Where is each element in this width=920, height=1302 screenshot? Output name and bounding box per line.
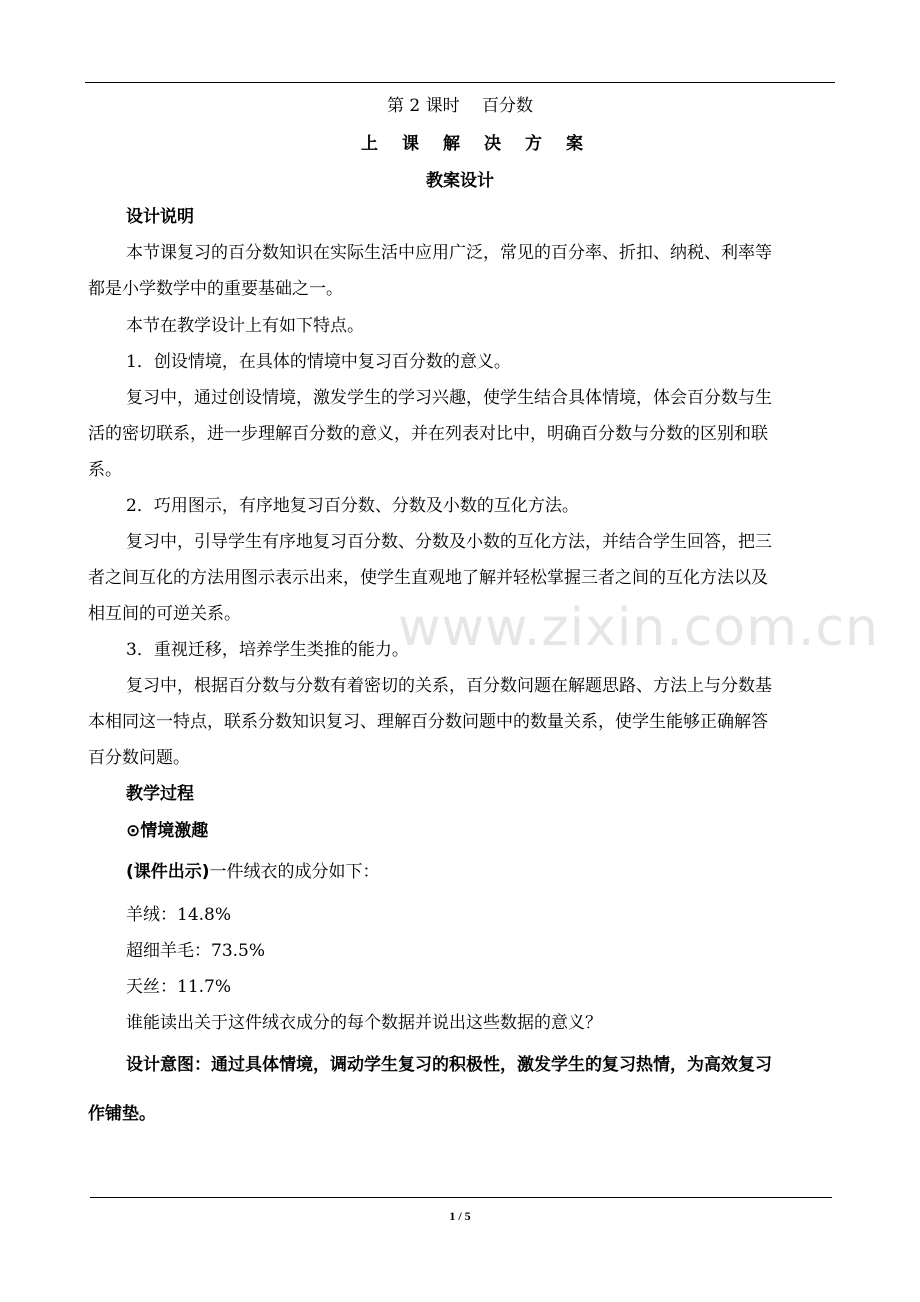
section-title: 教案设计 <box>426 171 494 191</box>
composition-item: 羊绒：14.8% <box>126 905 232 925</box>
paragraph-line: 本相同这一特点，联系分数知识复习、理解百分数问题中的数量关系，使学生能够正确解答 <box>88 712 768 732</box>
paragraph-line: 本节在教学设计上有如下特点。 <box>126 316 364 336</box>
design-intent-line: 设计意图：通过具体情境，调动学生复习的积极性，激发学生的复习热情，为高效复习 <box>126 1055 772 1075</box>
paragraph-line: 复习中，引导学生有序地复习百分数、分数及小数的互化方法，并结合学生回答，把三 <box>126 532 772 552</box>
composition-item: 超细羊毛：73.5% <box>126 941 266 961</box>
watermark: www.zixin.com.cn <box>398 598 879 658</box>
footer-rule <box>90 1197 832 1198</box>
paragraph-line: 百分数问题。 <box>88 748 190 768</box>
composition-item: 天丝：11.7% <box>126 977 232 997</box>
paragraph-line: 本节课复习的百分数知识在实际生活中应用广泛，常见的百分率、折扣、纳税、利率等 <box>126 243 772 263</box>
point-2-title: 2．巧用图示，有序地复习百分数、分数及小数的互化方法。 <box>126 496 579 516</box>
paragraph-line: 都是小学数学中的重要基础之一。 <box>88 279 343 299</box>
point-1-title: 1．创设情境，在具体的情境中复习百分数的意义。 <box>126 352 511 372</box>
point-3-title: 3．重视迁移，培养学生类推的能力。 <box>126 640 409 660</box>
page-number: 1 / 5 <box>449 1209 471 1223</box>
paragraph-line: 复习中，根据百分数与分数有着密切的关系，百分数问题在解题思路、方法上与分数基 <box>126 676 772 696</box>
design-notes-heading: 设计说明 <box>126 207 194 227</box>
header-rule <box>85 82 835 83</box>
courseware-line <box>126 862 380 882</box>
paragraph-line: 复习中，通过创设情境，激发学生的学习兴趣，使学生结合具体情境，体会百分数与生 <box>126 388 772 408</box>
paragraph-line: 相互间的可逆关系。 <box>88 604 241 624</box>
step-1-heading: ⊙情境激趣 <box>126 821 209 841</box>
paragraph-line: 活的密切联系，进一步理解百分数的意义，并在列表对比中，明确百分数与分数的区别和联 <box>88 424 768 444</box>
design-intent-line: 作铺垫。 <box>88 1104 156 1124</box>
subtitle: 上课解决方案 <box>361 134 607 154</box>
courseware-label: (课件出示) <box>126 862 210 882</box>
courseware-text: 一件绒衣的成分如下： <box>209 862 380 882</box>
paragraph-line: 系。 <box>88 460 122 480</box>
question: 谁能读出关于这件绒衣成分的每个数据并说出这些数据的意义？ <box>126 1013 602 1033</box>
paragraph-line: 者之间互化的方法用图示表示出来，使学生直观地了解并轻松掌握三者之间的互化方法以及 <box>88 568 768 588</box>
lesson-title: 第 2 课时 百分数 <box>386 96 534 116</box>
process-heading: 教学过程 <box>126 784 194 804</box>
